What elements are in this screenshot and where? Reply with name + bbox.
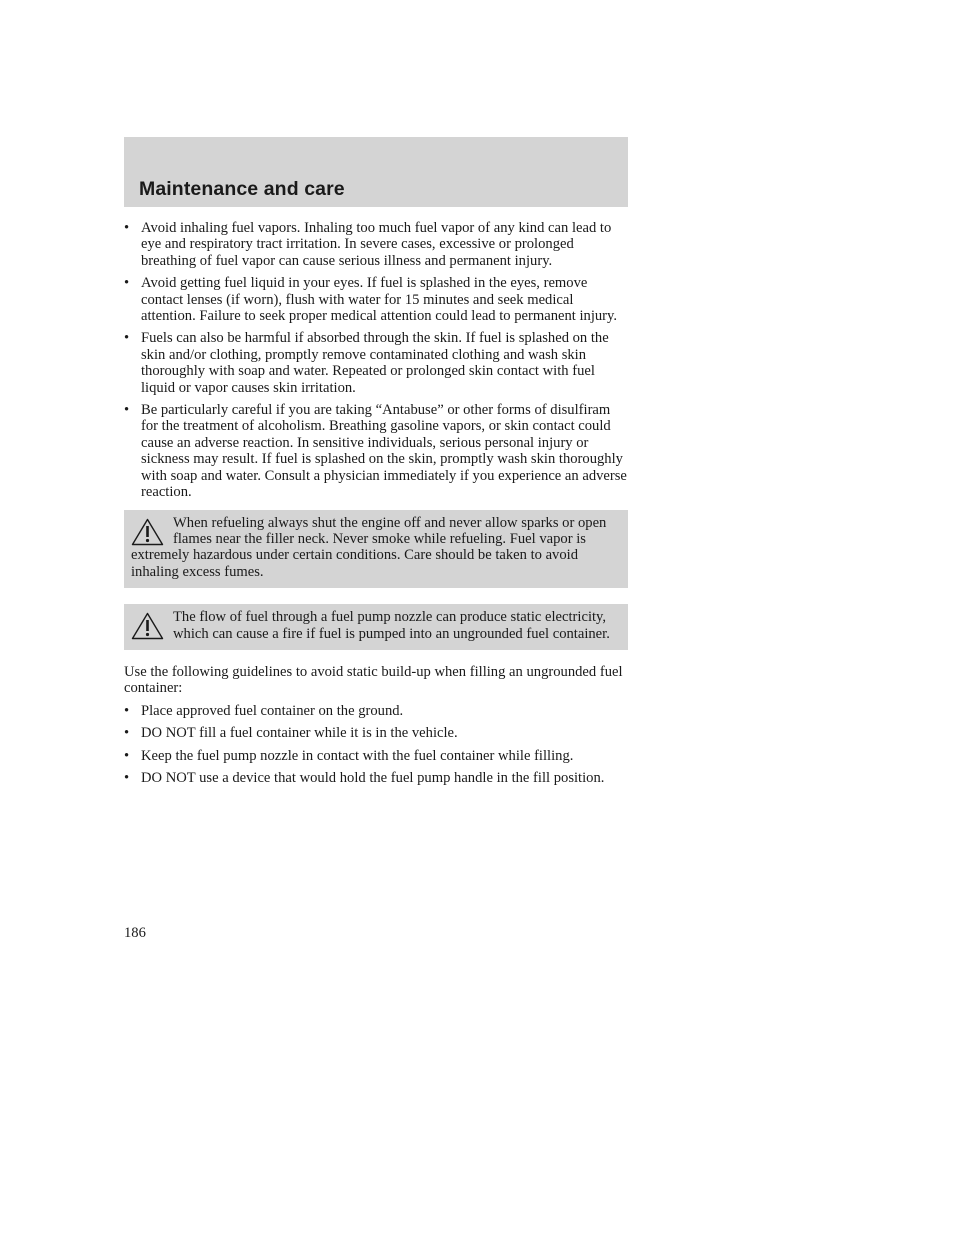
- list-item-text: DO NOT use a device that would hold the fuel pump handle in the fill position.: [141, 769, 605, 786]
- warning-triangle-icon: [131, 518, 164, 546]
- list-item: [124, 703, 628, 719]
- bullet: •: [124, 725, 130, 742]
- bullet: •: [124, 769, 130, 786]
- bullet: •: [124, 702, 130, 719]
- page-content: [124, 220, 628, 792]
- list-item-text: DO NOT fill a fuel container while it is in the vehicle.: [141, 725, 458, 742]
- section-header-band: [124, 137, 628, 207]
- list-item-text: Avoid inhaling fuel vapors. Inhaling too much fuel vapor of any kind can lead to eye and respiratory tract irritation. In severe cases, excessive or prolonged breathing of fuel vapor can cause serious illness and permanent injury.: [141, 220, 612, 269]
- list-item: [124, 725, 628, 741]
- list-item: [124, 748, 628, 764]
- list-item: [124, 275, 628, 324]
- list-item-text: Fuels can also be harmful if absorbed through the skin. If fuel is splashed on the skin and/or clothing, promptly remove contaminated clothing and wash skin thoroughly with soap and water. Repeated or prolonged skin contact with fuel liquid or vapor causes skin irritation.: [141, 330, 609, 396]
- warning-text: The flow of fuel through a fuel pump nozzle can produce static electricity, which can cause a fire if fuel is pumped into an ungrounded fuel container.: [173, 609, 610, 642]
- list-item-text: Place approved fuel container on the ground.: [141, 702, 404, 719]
- warning-text: When refueling always shut the engine off and never allow sparks or open flames near the filler neck. Never smoke while refueling. Fuel vapor is extremely hazardous under certain conditions. Care should be taken to avoid inhaling excess fumes.: [131, 514, 607, 580]
- bullet: •: [124, 747, 130, 764]
- list-item: [124, 402, 628, 500]
- page-number: 186: [124, 925, 146, 941]
- bullet: •: [124, 275, 130, 292]
- list-item-text: Keep the fuel pump nozzle in contact with the fuel container while filling.: [141, 747, 574, 764]
- list-item: [124, 220, 628, 269]
- list-item: [124, 330, 628, 396]
- list-item: [124, 770, 628, 786]
- list-item-text: Be particularly careful if you are taking “Antabuse” or other forms of disulfiram for the treatment of alcoholism. Breathing gasoline vapors, or skin contact could cause an adverse reaction. In sensitive individuals, serious personal injury or sickness may result. If fuel is splashed on the skin, promptly wash skin thoroughly with soap and water. Consult a physician immediately if you experience an adverse reaction.: [141, 402, 627, 501]
- bullet: •: [124, 220, 130, 236]
- list-item-text: Avoid getting fuel liquid in your eyes. If fuel is splashed in the eyes, remove contact lenses (if worn), flush with water for 15 minutes and seek medical attention. Failure to seek proper medical attention could lead to permanent injury.: [141, 275, 618, 325]
- bullet: •: [124, 330, 130, 347]
- static-guidelines-list: [124, 703, 628, 787]
- warning-triangle-icon: [131, 612, 164, 640]
- section-title: Maintenance and care: [139, 178, 345, 200]
- guidelines-intro: Use the following guidelines to avoid static build-up when filling an ungrounded fuel container:: [124, 663, 623, 697]
- bullet: •: [124, 402, 130, 419]
- warning-box-refueling: [124, 510, 628, 589]
- fuel-safety-list: [124, 220, 628, 501]
- warning-box-static: [124, 604, 628, 650]
